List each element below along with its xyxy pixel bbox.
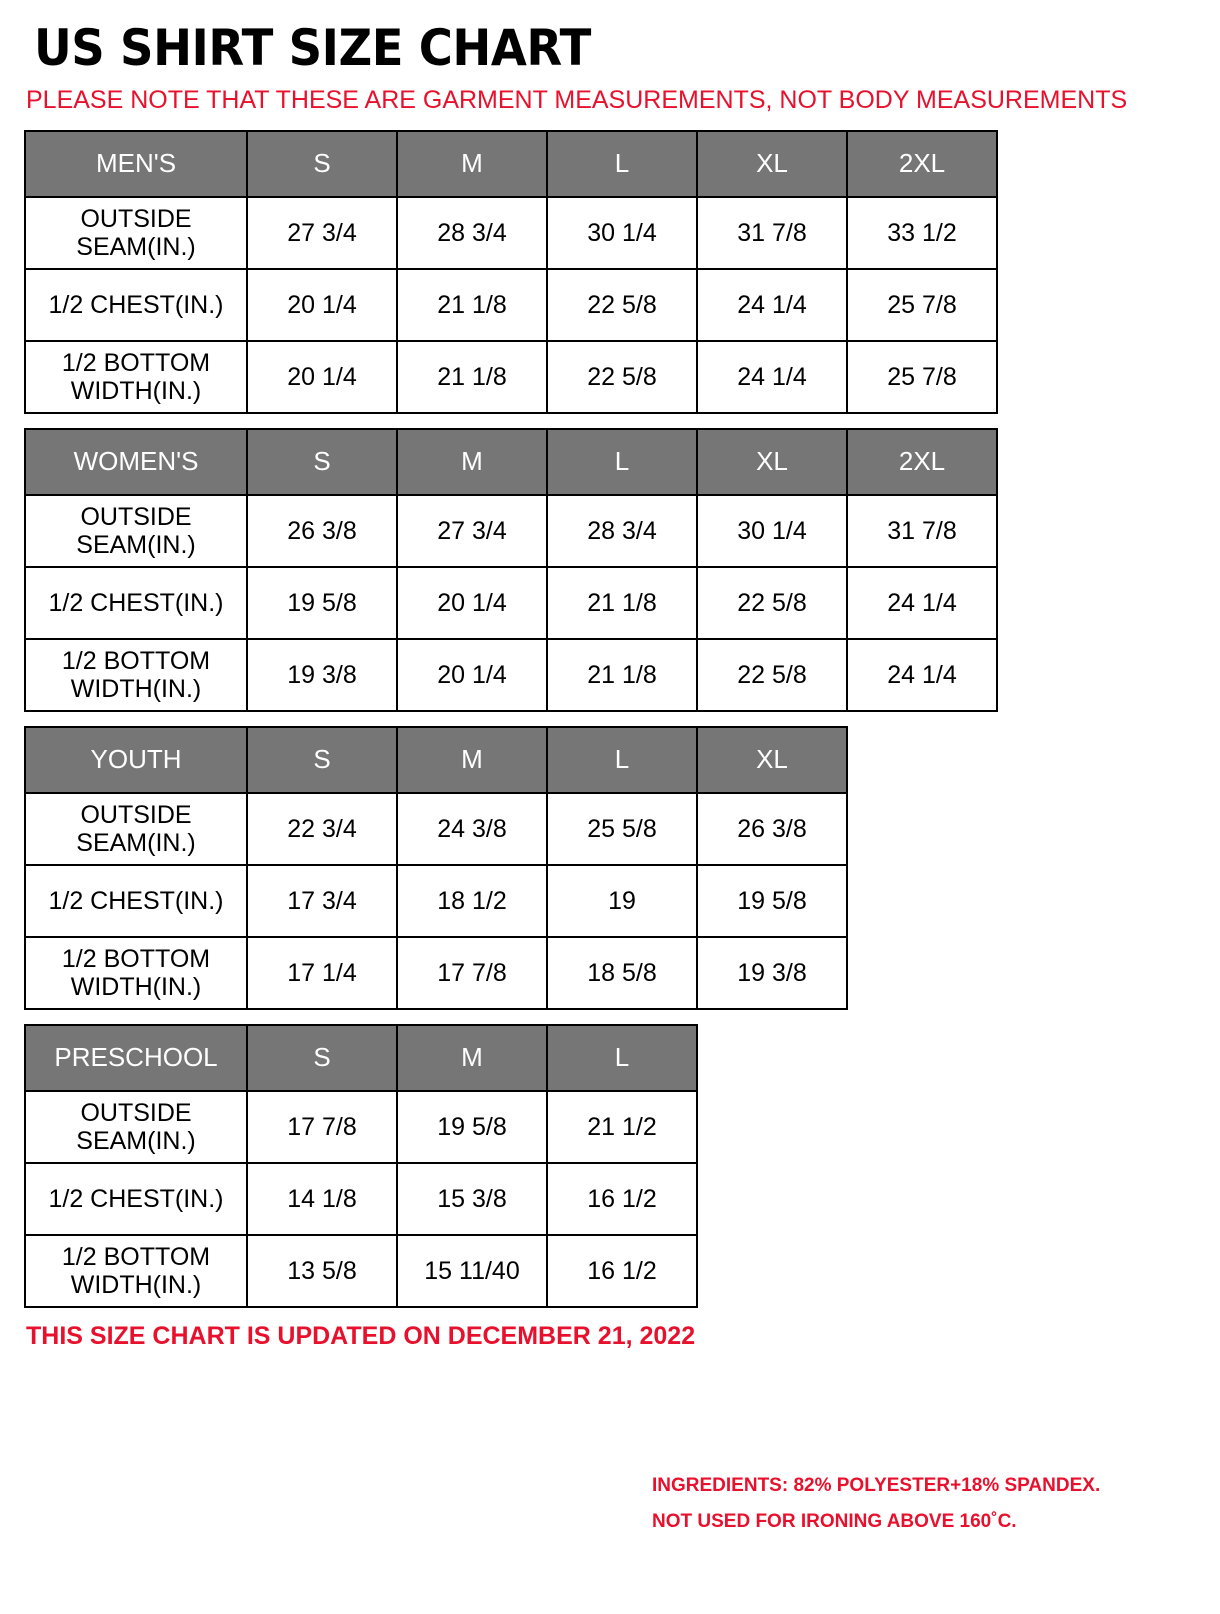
measurement-value: 19 3/8 [247, 639, 397, 711]
measurement-value: 26 3/8 [697, 793, 847, 865]
measurement-label-line-1: 1/2 CHEST(IN.) [48, 290, 224, 319]
measurement-value: 31 7/8 [697, 197, 847, 269]
size-table-block [24, 726, 1196, 1010]
measurement-value: 17 1/4 [247, 937, 397, 1009]
measurement-label-line-1: OUTSIDE [80, 502, 192, 531]
measurement-value: 20 1/4 [247, 269, 397, 341]
table-row [25, 1091, 697, 1163]
measurement-value: 20 1/4 [397, 567, 547, 639]
measurement-label-line-2: WIDTH(IN.) [70, 376, 202, 405]
table-row [25, 1163, 697, 1235]
size-header: S [247, 727, 397, 793]
size-header: L [547, 727, 697, 793]
table-row [25, 937, 847, 1009]
table-header-row [25, 1025, 697, 1091]
measurement-value: 27 3/4 [397, 495, 547, 567]
measurement-label-line-1: OUTSIDE [80, 204, 192, 233]
measurement-value: 25 5/8 [547, 793, 697, 865]
measurement-value: 21 1/8 [547, 567, 697, 639]
measurement-value: 16 1/2 [547, 1163, 697, 1235]
size-table [24, 428, 998, 712]
size-header: M [397, 727, 547, 793]
measurement-label-line-1: 1/2 CHEST(IN.) [48, 588, 224, 617]
table-row [25, 567, 997, 639]
measurement-value: 24 1/4 [697, 269, 847, 341]
measurement-value: 22 5/8 [547, 341, 697, 413]
measurement-value: 25 7/8 [847, 341, 997, 413]
table-row [25, 269, 997, 341]
measurement-value: 18 1/2 [397, 865, 547, 937]
measurement-label [25, 567, 247, 639]
measurement-value: 17 3/4 [247, 865, 397, 937]
table-header-row [25, 429, 997, 495]
measurement-value: 24 3/8 [397, 793, 547, 865]
measurement-value: 17 7/8 [247, 1091, 397, 1163]
size-table-block [24, 1024, 1196, 1308]
measurement-value: 19 [547, 865, 697, 937]
measurement-value: 30 1/4 [697, 495, 847, 567]
table-row [25, 639, 997, 711]
size-table [24, 130, 998, 414]
size-header: M [397, 131, 547, 197]
measurement-value: 17 7/8 [397, 937, 547, 1009]
measurement-value: 22 5/8 [697, 567, 847, 639]
measurement-value: 26 3/8 [247, 495, 397, 567]
measurement-label-line-2: SEAM(IN.) [76, 530, 196, 559]
category-header: PRESCHOOL [25, 1025, 247, 1091]
garment-measurement-note: PLEASE NOTE THAT THESE ARE GARMENT MEASUREMENTS, NOT BODY MEASUREMENTS [26, 85, 1128, 114]
measurement-label-line-1: 1/2 BOTTOM [61, 646, 211, 675]
measurement-value: 19 5/8 [247, 567, 397, 639]
table-header-row [25, 727, 847, 793]
measurement-value: 15 11/40 [397, 1235, 547, 1307]
measurement-label [25, 197, 247, 269]
size-header: S [247, 429, 397, 495]
size-table [24, 1024, 698, 1308]
table-row [25, 341, 997, 413]
size-table-block [24, 130, 1196, 414]
measurement-value: 24 1/4 [697, 341, 847, 413]
measurement-label-line-1: OUTSIDE [80, 1098, 192, 1127]
measurement-value: 19 5/8 [397, 1091, 547, 1163]
measurement-value: 19 5/8 [697, 865, 847, 937]
measurement-label-line-1: 1/2 BOTTOM [61, 1242, 211, 1271]
category-header: MEN'S [25, 131, 247, 197]
size-header: L [547, 1025, 697, 1091]
ingredients-note [652, 1468, 1172, 1540]
measurement-label [25, 639, 247, 711]
measurement-label [25, 1235, 247, 1307]
size-header: XL [697, 727, 847, 793]
measurement-label-line-1: 1/2 CHEST(IN.) [48, 1184, 224, 1213]
measurement-value: 24 1/4 [847, 567, 997, 639]
measurement-label-line-1: OUTSIDE [80, 800, 192, 829]
size-header: XL [697, 429, 847, 495]
measurement-label [25, 793, 247, 865]
measurement-value: 21 1/8 [397, 269, 547, 341]
measurement-label-line-1: 1/2 BOTTOM [61, 944, 211, 973]
measurement-label [25, 269, 247, 341]
measurement-label [25, 865, 247, 937]
measurement-label [25, 1163, 247, 1235]
ingredients-line-2: NOT USED FOR IRONING ABOVE 160˚C. [652, 1510, 1017, 1532]
measurement-value: 24 1/4 [847, 639, 997, 711]
size-header: 2XL [847, 429, 997, 495]
measurement-label [25, 937, 247, 1009]
measurement-value: 30 1/4 [547, 197, 697, 269]
measurement-value: 27 3/4 [247, 197, 397, 269]
tables-host [24, 130, 1196, 1308]
table-row [25, 793, 847, 865]
updated-date-note: THIS SIZE CHART IS UPDATED ON DECEMBER 21, 2022 [26, 1321, 696, 1350]
measurement-value: 19 3/8 [697, 937, 847, 1009]
measurement-label-line-1: 1/2 CHEST(IN.) [48, 886, 224, 915]
size-header: L [547, 429, 697, 495]
measurement-value: 15 3/8 [397, 1163, 547, 1235]
measurement-value: 22 3/4 [247, 793, 397, 865]
size-header: S [247, 1025, 397, 1091]
measurement-value: 21 1/2 [547, 1091, 697, 1163]
measurement-value: 33 1/2 [847, 197, 997, 269]
size-header: S [247, 131, 397, 197]
table-row [25, 865, 847, 937]
ingredients-line-1: INGREDIENTS: 82% POLYESTER+18% SPANDEX. [652, 1474, 1101, 1496]
measurement-value: 16 1/2 [547, 1235, 697, 1307]
table-row [25, 1235, 697, 1307]
measurement-label-line-2: SEAM(IN.) [76, 828, 196, 857]
table-row [25, 495, 997, 567]
measurement-label-line-2: WIDTH(IN.) [70, 1270, 202, 1299]
size-table-block [24, 428, 1196, 712]
table-row [25, 197, 997, 269]
measurement-value: 22 5/8 [697, 639, 847, 711]
measurement-label-line-2: WIDTH(IN.) [70, 972, 202, 1001]
measurement-value: 20 1/4 [397, 639, 547, 711]
measurement-value: 18 5/8 [547, 937, 697, 1009]
size-header: L [547, 131, 697, 197]
table-header-row [25, 131, 997, 197]
measurement-label-line-2: SEAM(IN.) [76, 232, 196, 261]
measurement-label-line-2: WIDTH(IN.) [70, 674, 202, 703]
page-title: US SHIRT SIZE CHART [34, 19, 591, 77]
measurement-value: 13 5/8 [247, 1235, 397, 1307]
size-header: 2XL [847, 131, 997, 197]
measurement-value: 21 1/8 [397, 341, 547, 413]
measurement-label [25, 1091, 247, 1163]
measurement-value: 14 1/8 [247, 1163, 397, 1235]
measurement-label [25, 341, 247, 413]
measurement-value: 31 7/8 [847, 495, 997, 567]
size-header: XL [697, 131, 847, 197]
measurement-label [25, 495, 247, 567]
category-header: YOUTH [25, 727, 247, 793]
measurement-label-line-1: 1/2 BOTTOM [61, 348, 211, 377]
measurement-value: 20 1/4 [247, 341, 397, 413]
measurement-value: 25 7/8 [847, 269, 997, 341]
measurement-label-line-2: SEAM(IN.) [76, 1126, 196, 1155]
size-header: M [397, 1025, 547, 1091]
measurement-value: 28 3/4 [547, 495, 697, 567]
size-table [24, 726, 848, 1010]
measurement-value: 21 1/8 [547, 639, 697, 711]
measurement-value: 22 5/8 [547, 269, 697, 341]
measurement-value: 28 3/4 [397, 197, 547, 269]
category-header: WOMEN'S [25, 429, 247, 495]
size-header: M [397, 429, 547, 495]
